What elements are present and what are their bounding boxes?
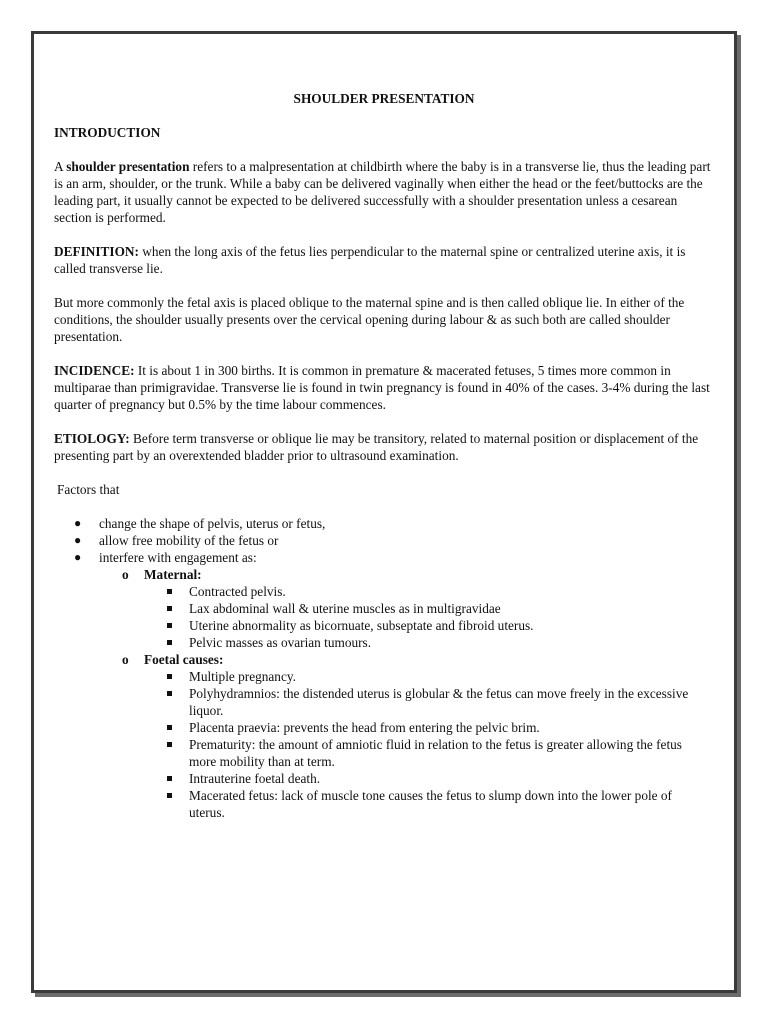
etiology-text: Before term transverse or oblique lie may be transitory, related to maternal position or displacement of the presenting part by an overextended bladder prior to ultrasound examination. xyxy=(54,431,699,463)
bullet-icon: ● xyxy=(74,533,82,547)
document-title: SHOULDER PRESENTATION xyxy=(293,91,475,106)
incidence-paragraph xyxy=(54,362,714,413)
maternal-item: Lax abdominal wall & uterine muscles as in multigravidae xyxy=(189,601,501,616)
etiology-paragraph xyxy=(54,430,714,464)
list-item xyxy=(54,770,714,787)
factor-text: change the shape of pelvis, uterus or fetus, xyxy=(99,516,326,531)
foetal-item: Placenta praevia: prevents the head from entering the pelvic brim. xyxy=(189,720,540,735)
foetal-item: Multiple pregnancy. xyxy=(189,669,296,684)
etiology-label: ETIOLOGY: xyxy=(54,431,130,446)
foetal-item: Macerated fetus: lack of muscle tone causes the fetus to slump down into the lower pole of uterus. xyxy=(189,788,672,820)
square-bullet-icon xyxy=(167,742,172,747)
foetal-group xyxy=(54,651,714,821)
list-item xyxy=(54,719,714,736)
cause-groups xyxy=(54,566,714,821)
foetal-item: Intrauterine foetal death. xyxy=(189,771,321,786)
square-bullet-icon xyxy=(167,776,172,781)
square-bullet-icon xyxy=(167,725,172,730)
maternal-group xyxy=(54,566,714,651)
bullet-icon: ● xyxy=(74,516,82,530)
intro-text: refers to a malpresentation at childbirth where the baby is in a transverse lie, thus the leading part is an arm, shoulder, or the trunk. While a baby can be delivered vaginally when either the head or the feet/buttocks are the leading part, it usually cannot be expected to be delivered successfully with a shoulder presentation unless a cesarean section is performed. xyxy=(54,159,711,225)
factors-intro: Factors that xyxy=(57,482,120,497)
foetal-item: Prematurity: the amount of amniotic fluid in relation to the fetus is greater allowing the fetus more mobility than at term. xyxy=(189,737,682,769)
introduction-heading: INTRODUCTION xyxy=(54,125,161,140)
maternal-item: Contracted pelvis. xyxy=(189,584,286,599)
factors-list xyxy=(54,515,714,821)
square-bullet-icon xyxy=(167,589,172,594)
list-item xyxy=(54,583,714,600)
list-item xyxy=(54,532,714,549)
foetal-item: Polyhydramnios: the distended uterus is globular & the fetus can move freely in the excessive liquor. xyxy=(189,686,689,718)
list-item xyxy=(54,515,714,532)
maternal-list xyxy=(54,583,714,651)
definition-paragraph xyxy=(54,243,714,277)
incidence-text: It is about 1 in 300 births. It is common in premature & macerated fetuses, 5 times more common in multiparae than primigravidae. Transverse lie is found in twin pregnancy is found in 40% of the cases. 3-4% during the last quarter of pregnancy but 0.5% by the time labour commences. xyxy=(54,363,710,412)
maternal-item: Uterine abnormality as bicornuate, subseptate and fibroid uterus. xyxy=(189,618,534,633)
intro-paragraph xyxy=(54,158,714,226)
foetal-label: Foetal causes: xyxy=(144,652,224,667)
circle-bullet-icon: o xyxy=(122,567,129,582)
definition-label: DEFINITION: xyxy=(54,244,139,259)
foetal-list xyxy=(54,668,714,821)
factor-text: interfere with engagement as: xyxy=(99,550,257,565)
circle-bullet-icon: o xyxy=(122,652,129,667)
list-item xyxy=(54,549,714,821)
document-content xyxy=(54,90,714,821)
factor-text: allow free mobility of the fetus or xyxy=(99,533,279,548)
incidence-label: INCIDENCE: xyxy=(54,363,135,378)
definition-text: when the long axis of the fetus lies perpendicular to the maternal spine or centralized uterine axis, it is called transverse lie. xyxy=(54,244,686,276)
list-item xyxy=(54,685,714,719)
square-bullet-icon xyxy=(167,674,172,679)
square-bullet-icon xyxy=(167,623,172,628)
list-item xyxy=(54,617,714,634)
square-bullet-icon xyxy=(167,606,172,611)
bullet-icon: ● xyxy=(74,550,82,564)
intro-lead: A xyxy=(54,159,67,174)
square-bullet-icon xyxy=(167,691,172,696)
maternal-item: Pelvic masses as ovarian tumours. xyxy=(189,635,372,650)
oblique-paragraph: But more commonly the fetal axis is placed oblique to the maternal spine and is then called oblique lie. In either of the conditions, the shoulder usually presents over the cervical opening during labour & as such both are called shoulder presentation. xyxy=(54,295,685,344)
list-item xyxy=(54,668,714,685)
list-item xyxy=(54,600,714,617)
list-item xyxy=(54,787,714,821)
list-item xyxy=(54,736,714,770)
square-bullet-icon xyxy=(167,640,172,645)
intro-bold-term: shoulder presentation xyxy=(66,159,190,174)
list-item xyxy=(54,634,714,651)
square-bullet-icon xyxy=(167,793,172,798)
document-page xyxy=(31,31,737,993)
maternal-label: Maternal: xyxy=(144,567,202,582)
